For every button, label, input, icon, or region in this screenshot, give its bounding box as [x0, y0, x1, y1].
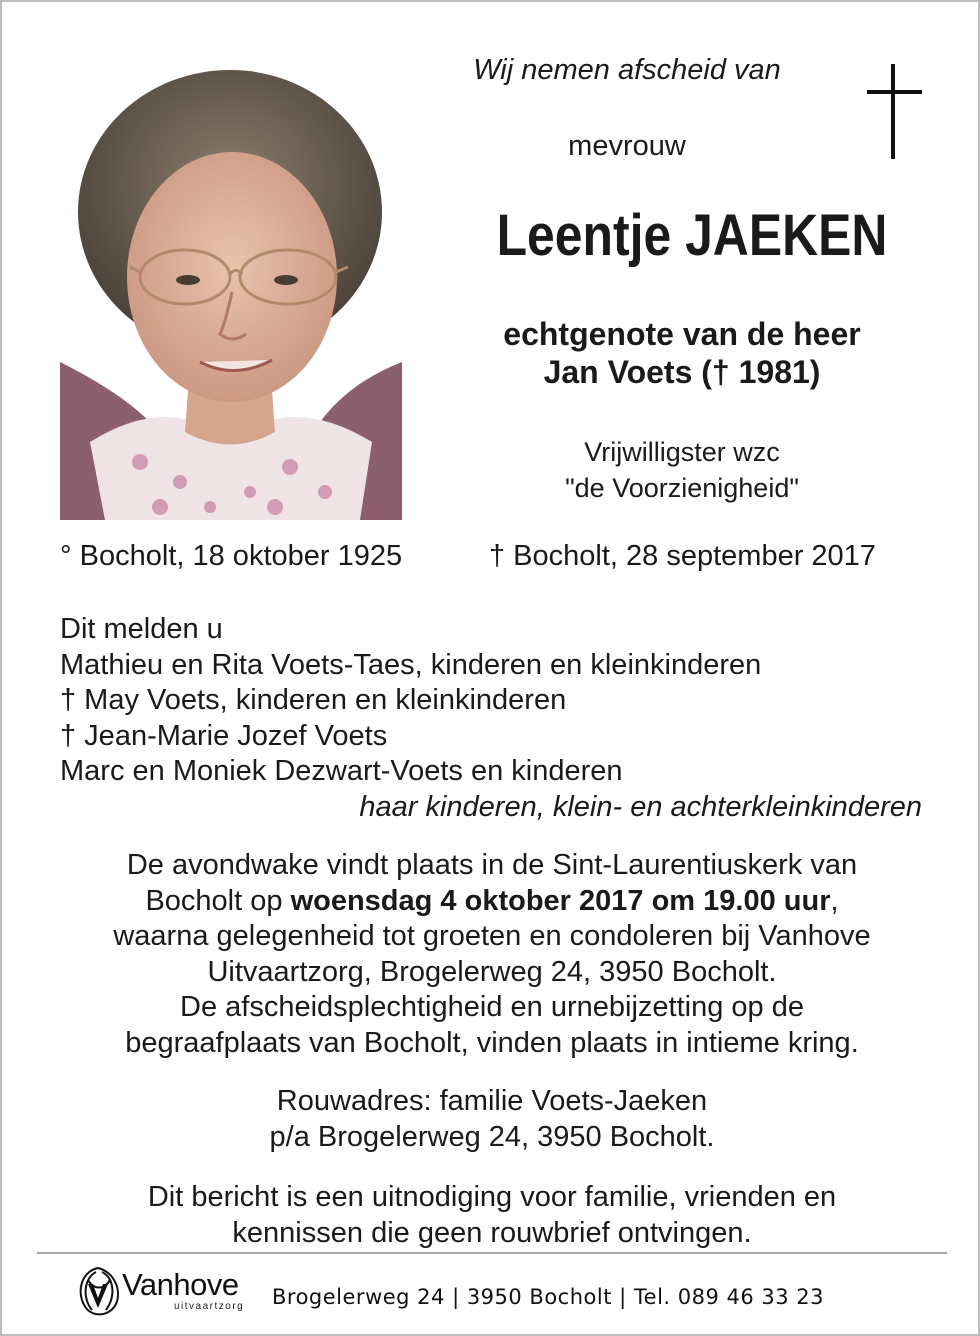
- announcement-lead: Dit melden u: [60, 613, 223, 645]
- spouse-info: [422, 315, 942, 391]
- intro-text: Wij nemen afscheid van: [473, 54, 781, 86]
- invitation-note: [42, 1180, 942, 1251]
- invitation-note-line-2: kennissen die geen rouwbrief ontvingen.: [232, 1216, 752, 1249]
- birth-date: ° Bocholt, 18 oktober 1925: [60, 540, 403, 572]
- announcement-block: [60, 612, 940, 825]
- footer-divider: [37, 1252, 947, 1254]
- title-prefix: mevrouw: [568, 130, 686, 162]
- ceremony-line-6: begraafplaats van Bocholt, vinden plaats in intieme kring.: [125, 1026, 859, 1059]
- family-signature: haar kinderen, klein- en achterkleinkinderen: [359, 790, 922, 823]
- deceased-name: Leentje JAEKEN: [496, 203, 888, 268]
- invitation-note-line-1: Dit bericht is een uitnodiging voor familie, vrienden en: [147, 1181, 837, 1213]
- spouse-line-2: Jan Voets († 1981): [543, 354, 821, 390]
- latin-cross-icon: [864, 62, 924, 162]
- role-line-1: Vrijwilligster wzc: [584, 437, 780, 467]
- spouse-line-1: echtgenote van de heer: [503, 316, 861, 352]
- mourning-address: [42, 1084, 942, 1155]
- footer-contact: Brogelerweg 24 | 3950 Bocholt | Tel. 089 46 33 23: [272, 1285, 825, 1309]
- ceremony-line-4: Uitvaartzorg, Brogelerweg 24, 3950 Bocholt.: [207, 955, 777, 988]
- role-line-2: "de Voorzienigheid": [565, 473, 799, 503]
- logo-name: Vanhove: [122, 1267, 239, 1302]
- ceremony-line-2-prefix: Bocholt op: [145, 884, 291, 917]
- ceremony-line-2-suffix: ,: [830, 884, 839, 917]
- family-line: Marc en Moniek Dezwart-Voets en kinderen: [60, 755, 623, 787]
- family-line: † Jean-Marie Jozef Voets: [60, 719, 388, 752]
- ceremony-datetime: woensdag 4 oktober 2017 om 19.00 uur: [290, 884, 831, 917]
- ceremony-line-1: De avondwake vindt plaats in de Sint-Laurentiuskerk van: [126, 849, 858, 881]
- ceremony-line-2: [42, 884, 942, 920]
- vanhove-v-logo-icon: [74, 1264, 122, 1320]
- logo-subtitle: uitvaartzorg: [174, 1301, 245, 1312]
- vanhove-logo: [74, 1264, 264, 1324]
- family-line: Mathieu en Rita Voets-Taes, kinderen en kleinkinderen: [60, 648, 762, 681]
- mourning-address-line-1: Rouwadres: familie Voets-Jaeken: [276, 1085, 708, 1117]
- ceremony-line-3: waarna gelegenheid tot groeten en condoleren bij Vanhove: [113, 920, 871, 952]
- family-line: † May Voets, kinderen en kleinkinderen: [60, 684, 567, 716]
- death-date: † Bocholt, 28 september 2017: [489, 540, 876, 572]
- role-info: [422, 434, 942, 506]
- mourning-address-line-2: p/a Brogelerweg 24, 3950 Bocholt.: [269, 1120, 715, 1153]
- ceremony-line-5: De afscheidsplechtigheid en urnebijzetting op de: [180, 991, 804, 1023]
- ceremony-block: [42, 848, 942, 1061]
